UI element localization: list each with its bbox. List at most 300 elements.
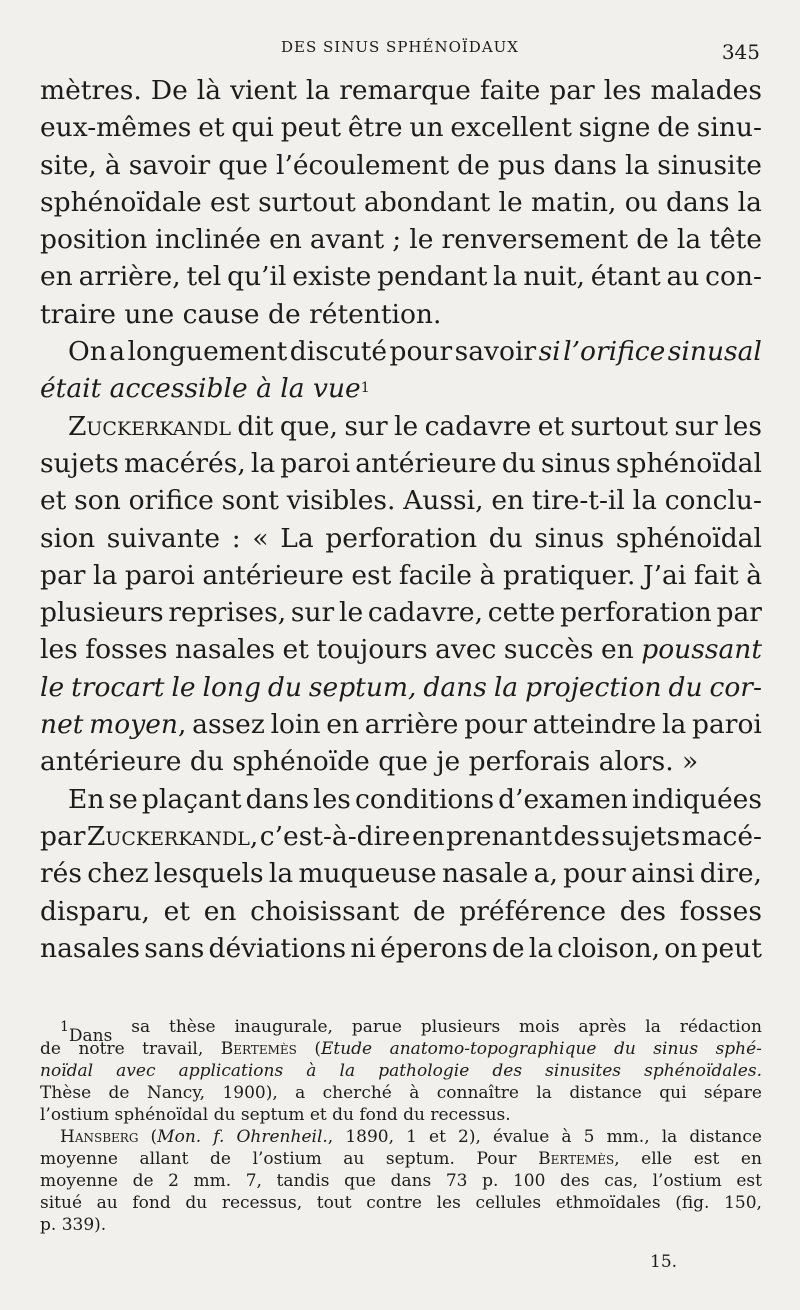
word: de	[412, 895, 446, 927]
word: Aussi,	[403, 485, 484, 517]
word: pendant	[377, 261, 488, 293]
word: facile	[398, 559, 472, 591]
text-line	[40, 408, 762, 445]
word: distance	[569, 1083, 642, 1103]
word: On	[68, 336, 107, 368]
word: par	[40, 559, 86, 591]
word: inaugurale,	[234, 1017, 333, 1037]
word: est	[736, 1171, 762, 1191]
signature-mark: 15.	[650, 1252, 678, 1272]
word: contre	[366, 1193, 422, 1213]
word: l’orifice	[563, 336, 666, 368]
word: déviations	[208, 932, 347, 964]
word: la	[645, 1017, 661, 1037]
text-line	[40, 818, 762, 855]
word: excellent	[450, 112, 572, 144]
word: paroi	[280, 447, 351, 479]
word: plusieurs	[40, 597, 164, 629]
word: les	[436, 1193, 461, 1213]
word: ou	[624, 186, 658, 218]
word: noïdal	[40, 1061, 94, 1081]
text-line	[40, 72, 762, 109]
word: rés	[40, 858, 82, 890]
word: au	[96, 1193, 118, 1213]
word: notre	[78, 1039, 125, 1059]
word: nasales	[175, 634, 276, 666]
word: avant	[309, 224, 385, 256]
word: «	[252, 522, 269, 554]
word: site,	[40, 149, 97, 181]
word: Bertemès	[220, 1039, 297, 1059]
word: tête	[709, 224, 762, 256]
word: Nancy,	[146, 1083, 206, 1103]
word: sa	[131, 1017, 151, 1037]
word: poussant	[641, 634, 762, 666]
word: ;	[392, 224, 402, 256]
word: mm.,	[606, 1127, 650, 1147]
word: 1900),	[222, 1083, 278, 1103]
word: septum,	[308, 671, 417, 703]
word: en	[411, 820, 445, 852]
word: cloison,	[557, 932, 661, 964]
word: cadavre	[424, 410, 532, 442]
word: sinusites	[545, 1061, 621, 1081]
word: sphénoïdale	[40, 186, 202, 218]
word: sont	[221, 485, 279, 517]
word: faite	[479, 75, 541, 106]
word: remarque	[339, 75, 471, 106]
word: allant	[139, 1149, 189, 1169]
word: en	[203, 895, 237, 927]
text-line	[40, 184, 762, 221]
word: nasales	[40, 932, 141, 964]
word: de	[657, 112, 690, 144]
text-line	[40, 557, 762, 594]
word: J’ai	[642, 559, 687, 591]
word: l’ostium	[652, 1171, 722, 1191]
footnote-line	[40, 1082, 762, 1104]
word: et	[163, 895, 190, 927]
word: le	[498, 186, 523, 218]
word: de	[132, 1171, 154, 1191]
word: et	[537, 410, 565, 442]
word: 100	[512, 1171, 546, 1191]
word: la	[493, 671, 519, 703]
word: situé	[40, 1193, 83, 1213]
word: orifice	[128, 485, 214, 517]
word: pour	[389, 336, 453, 368]
word: a	[109, 336, 126, 368]
word: qui	[231, 112, 274, 144]
word: de	[210, 1149, 231, 1169]
text-line	[40, 258, 762, 295]
word: peut	[280, 112, 342, 144]
word: et	[282, 634, 309, 666]
page-header	[40, 36, 760, 66]
word: les	[40, 634, 78, 666]
word: vient	[230, 75, 297, 106]
word: en	[40, 261, 73, 293]
page-number: 345	[721, 40, 760, 64]
text-line	[40, 706, 762, 743]
word: par	[716, 597, 762, 629]
word: succès	[503, 634, 594, 666]
word: (Mon.	[150, 1127, 202, 1147]
word: avec	[435, 634, 497, 666]
word: 73	[445, 1171, 468, 1191]
word: mm.	[193, 1171, 232, 1191]
word: sur	[344, 410, 388, 442]
word: 150,	[724, 1193, 762, 1213]
word: dans	[423, 671, 487, 703]
word: qu’il	[227, 261, 287, 293]
word: la	[737, 186, 762, 218]
word: discuté	[289, 336, 388, 368]
word: (fig.	[675, 1193, 710, 1213]
word: la	[662, 709, 687, 741]
word: sinus	[540, 447, 611, 479]
text-line	[40, 520, 762, 557]
word: trocart	[71, 671, 165, 703]
word: cette	[487, 597, 556, 629]
italic-span: était accessible à la vue	[40, 373, 361, 405]
word: dans	[665, 186, 730, 218]
word: fond	[132, 1193, 171, 1213]
text-line	[40, 893, 762, 930]
text-line	[40, 221, 762, 258]
word: loin	[270, 709, 321, 741]
word: est	[351, 559, 392, 591]
word: cor-	[709, 671, 762, 703]
word: fosses	[679, 895, 762, 927]
word: la	[93, 559, 118, 591]
word: éperons	[380, 932, 488, 964]
word: La	[280, 522, 314, 554]
word: position	[40, 224, 148, 256]
word: sphénoïdal	[615, 447, 762, 479]
word: recessus,	[221, 1193, 303, 1213]
word: ethmoïdales	[555, 1193, 661, 1213]
word: se	[108, 783, 138, 815]
text-line	[40, 781, 762, 818]
word: abondant	[364, 186, 491, 218]
word: son	[74, 485, 121, 517]
text-line	[40, 669, 762, 706]
footnote-line	[40, 1148, 762, 1170]
word: que,	[279, 410, 338, 442]
word: reprises,	[168, 597, 287, 629]
word: elle	[641, 1149, 673, 1169]
word: net	[40, 709, 84, 741]
word: être	[347, 112, 403, 144]
word: dire,	[699, 858, 762, 890]
word: la	[624, 149, 650, 181]
footnote-line: p. 339).	[40, 1215, 107, 1235]
word: en	[601, 634, 634, 666]
text-line	[40, 445, 762, 482]
word: savoir	[128, 149, 211, 181]
word: à	[561, 1127, 572, 1147]
word: pathologie	[378, 1061, 470, 1081]
word: 1890,	[345, 1127, 394, 1147]
word: dit	[237, 410, 274, 442]
word: choisissant	[250, 895, 400, 927]
word: surtout	[570, 410, 669, 442]
word: les	[603, 75, 642, 106]
word: Bertemès,	[538, 1149, 620, 1169]
word: c’est-à-dire	[259, 820, 411, 852]
word: travail,	[142, 1039, 204, 1059]
word: nuit,	[523, 261, 585, 293]
word: et	[198, 112, 225, 144]
word: sinus	[534, 522, 605, 554]
word: de	[636, 224, 669, 256]
word: 7,	[245, 1171, 262, 1191]
word: assez	[192, 709, 265, 741]
word: la	[339, 1061, 356, 1081]
word: la	[661, 1127, 678, 1147]
word: au	[343, 1149, 365, 1169]
word: prenant	[446, 820, 553, 852]
text-line	[40, 333, 762, 370]
text-line	[40, 109, 762, 146]
word: l’écoulement	[275, 149, 450, 181]
word: pratiquer.	[502, 559, 636, 591]
word: des	[619, 895, 666, 927]
word: pour	[563, 858, 626, 890]
word: disparu,	[40, 895, 150, 927]
word: si	[538, 336, 561, 368]
text-line	[40, 147, 762, 184]
word: long	[202, 671, 261, 703]
footnote-line	[40, 1170, 762, 1192]
word: après	[578, 1017, 627, 1037]
word: le	[409, 224, 434, 256]
word: préférence	[459, 895, 607, 927]
text-line: traire une cause de rétention.	[40, 298, 442, 330]
word: le	[171, 671, 196, 703]
word: antérieure	[355, 447, 497, 479]
word: le	[40, 671, 65, 703]
word: Ohrenheil.,	[236, 1127, 334, 1147]
text-line	[40, 482, 762, 519]
word: du	[501, 447, 536, 479]
word: la	[528, 932, 554, 964]
word: cherché	[322, 1083, 392, 1103]
word: là	[196, 75, 222, 106]
word: signe	[578, 112, 651, 144]
word: ni	[350, 932, 376, 964]
word: du	[668, 671, 703, 703]
word: f.	[213, 1127, 225, 1147]
word: et	[40, 485, 67, 517]
word: ainsi	[631, 858, 695, 890]
footnote-line	[40, 1126, 762, 1148]
word: connaître	[436, 1083, 519, 1103]
word: pus	[497, 149, 546, 181]
word: De	[150, 75, 188, 106]
word: sur	[290, 597, 335, 629]
word: par	[40, 820, 86, 852]
word: sion	[40, 522, 96, 554]
word: inclinée	[155, 224, 261, 256]
word: cas,	[604, 1171, 639, 1191]
word: tandis	[276, 1171, 330, 1191]
word: la	[676, 224, 702, 256]
word: visibles.	[286, 485, 396, 517]
word: distance	[689, 1127, 762, 1147]
text-line	[40, 930, 762, 967]
word: par	[549, 75, 595, 106]
word: nasale	[441, 858, 529, 890]
word: sinusal	[667, 336, 762, 368]
word: d’examen	[498, 783, 628, 815]
word: chez	[87, 858, 149, 890]
word: en	[740, 1149, 762, 1169]
word: tire-t-il	[531, 485, 625, 517]
word: cadavre,	[367, 597, 484, 629]
text-line: antérieure du sphénoïde que je perforais alors. »	[40, 746, 699, 778]
word: savoir	[454, 336, 537, 368]
footnote-line: l’ostium sphénoïdal du septum et du fond du recessus.	[40, 1105, 511, 1125]
word: en	[269, 224, 302, 256]
word: macé-	[681, 820, 762, 852]
word: arrière,	[78, 261, 181, 293]
word: on	[664, 932, 698, 964]
word: Zuckerkandl,	[86, 820, 259, 852]
footnote-line	[40, 1016, 762, 1046]
word: muqueuse	[298, 858, 437, 890]
word: septum.	[385, 1149, 455, 1169]
word: (Etude	[314, 1039, 373, 1059]
word: mois	[519, 1017, 560, 1037]
word: paroi	[692, 709, 762, 741]
word: 5	[583, 1127, 595, 1147]
word: sépare	[703, 1083, 762, 1103]
word: du	[185, 1193, 208, 1213]
word: qui	[659, 1083, 687, 1103]
word: dans	[553, 149, 617, 181]
word: parue	[351, 1017, 402, 1037]
word: sujets	[40, 447, 119, 479]
word: antérieure	[202, 559, 344, 591]
word: perforation	[325, 522, 478, 554]
word: à	[746, 559, 762, 591]
word: :	[231, 522, 241, 554]
word: malades	[650, 75, 762, 106]
word: fosses	[85, 634, 168, 666]
word: p.	[482, 1171, 499, 1191]
word: 2	[168, 1171, 179, 1191]
footnote-ref: 1	[360, 380, 370, 397]
word: sinusite	[657, 149, 762, 181]
word: dans	[390, 1171, 432, 1191]
word: la	[536, 1083, 552, 1103]
word: un	[409, 112, 444, 144]
word: sans	[144, 932, 205, 964]
running-title: DES SINUS SPHÉNOÏDAUX	[281, 38, 519, 56]
word: sphénoïdal	[615, 522, 762, 554]
word: applications	[178, 1061, 284, 1081]
word: eux-mêmes	[40, 112, 192, 144]
word: moyenne	[40, 1171, 118, 1191]
word: est	[693, 1149, 720, 1169]
word: con-	[705, 261, 762, 293]
footnotes	[40, 1016, 762, 1236]
word: au	[666, 261, 700, 293]
word: la	[268, 858, 294, 890]
word: les	[313, 783, 351, 815]
word: En	[68, 783, 105, 815]
word: est	[209, 186, 250, 218]
word: la	[250, 447, 276, 479]
word: sinus	[653, 1039, 699, 1059]
word: Hansberg	[60, 1127, 139, 1147]
word: des	[492, 1061, 523, 1081]
word: rédaction	[679, 1017, 762, 1037]
word: évalue	[493, 1127, 550, 1147]
word: le	[394, 410, 419, 442]
word: du	[267, 671, 302, 703]
word: du	[488, 522, 523, 554]
word: fait	[693, 559, 739, 591]
word: de	[40, 1039, 61, 1059]
word: moyenne	[40, 1149, 118, 1169]
footnote-line	[40, 1192, 762, 1214]
word: thèse	[168, 1017, 216, 1037]
word: mètres.	[40, 75, 142, 106]
word: les	[724, 410, 762, 442]
word: projection	[525, 671, 662, 703]
word: de	[108, 1083, 130, 1103]
word: que	[218, 149, 268, 181]
word: plusieurs	[420, 1017, 501, 1037]
word: arrière	[364, 709, 459, 741]
word: à	[104, 149, 121, 181]
word: conditions	[355, 783, 495, 815]
word: de	[457, 149, 490, 181]
word: a	[295, 1083, 306, 1103]
word: des	[553, 820, 600, 852]
word: l’ostium	[252, 1149, 322, 1169]
word: tel	[186, 261, 222, 293]
word: $^1$Dans	[60, 1019, 113, 1046]
word: de	[491, 932, 525, 964]
word: surtout	[258, 186, 356, 218]
word: à	[306, 1061, 317, 1081]
word: sphé-	[715, 1039, 762, 1059]
footnote-line	[40, 1060, 762, 1082]
footnote-line	[40, 1038, 762, 1060]
word: pour	[464, 709, 527, 741]
word: macérés,	[123, 447, 246, 479]
word: à	[479, 559, 496, 591]
word: avec	[116, 1061, 156, 1081]
word: sphénoïdales.	[644, 1061, 762, 1081]
text-line	[40, 631, 762, 668]
word: Pour	[476, 1149, 517, 1169]
word: Zuckerkandl	[68, 410, 231, 442]
word: en	[326, 709, 360, 741]
word: sur	[674, 410, 718, 442]
word: matin,	[530, 186, 617, 218]
word: 1	[406, 1127, 417, 1147]
word: cellules	[475, 1193, 542, 1213]
word: la	[305, 75, 331, 106]
word: en	[491, 485, 525, 517]
word: a,	[533, 858, 558, 890]
word: existe	[292, 261, 372, 293]
